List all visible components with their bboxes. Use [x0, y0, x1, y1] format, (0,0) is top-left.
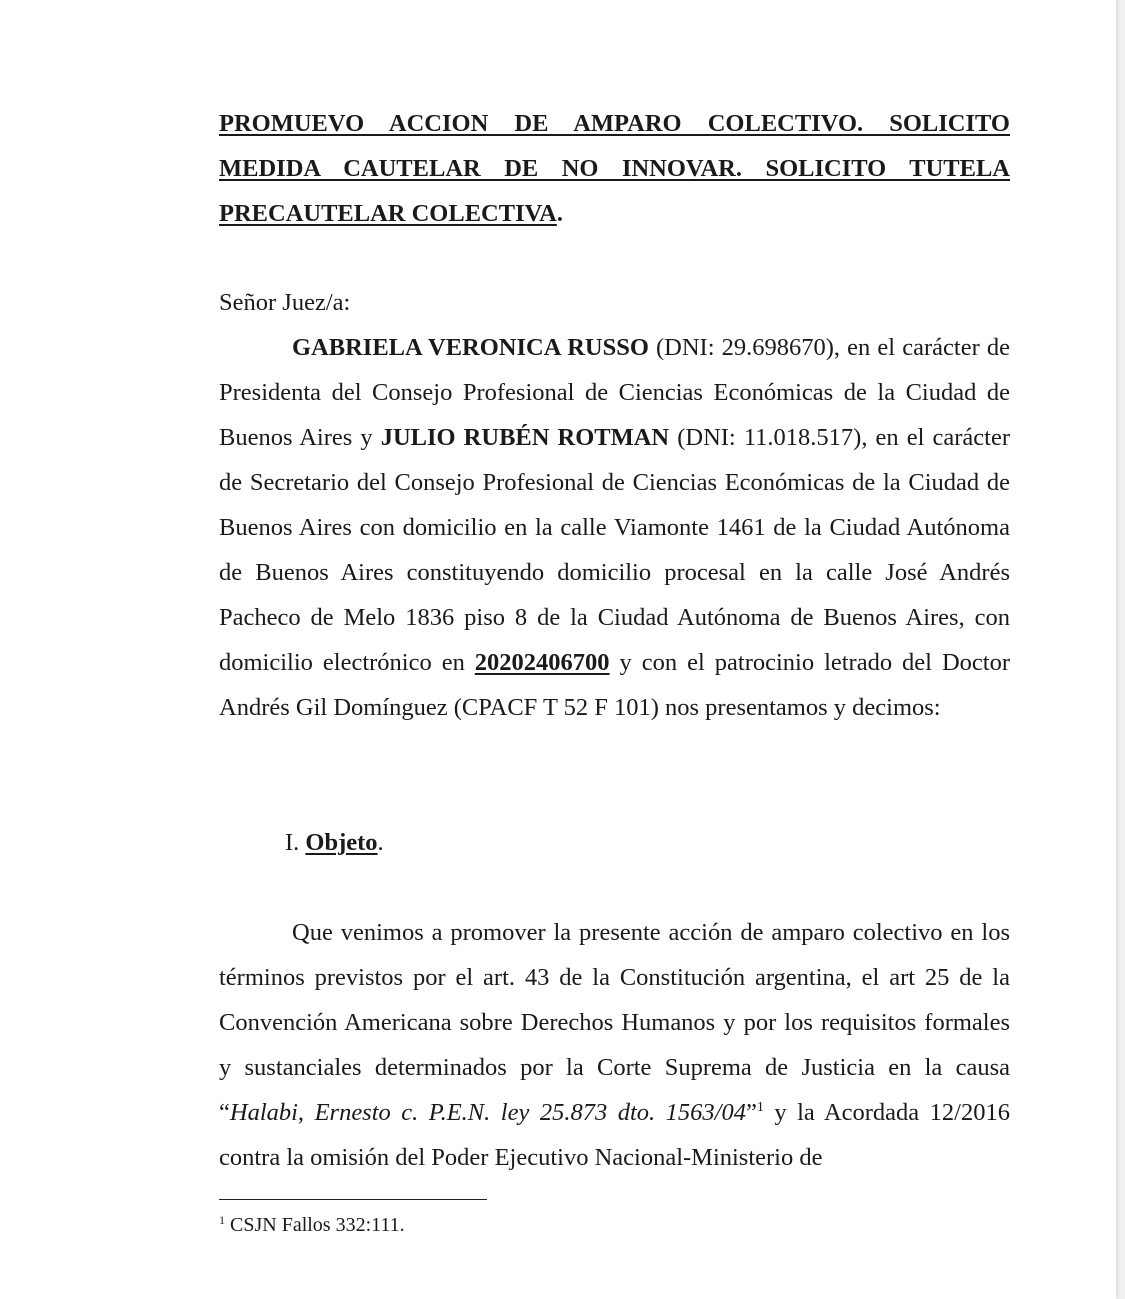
document-title-text: PROMUEVO ACCION DE AMPARO COLECTIVO. SOLICITO MEDIDA CAUTELAR DE NO INNOVAR. SOLICITO TUTELA PRECAUTELAR COLECTIVA	[219, 110, 1010, 227]
body-text-2: y la Acordada 12/2016 contra la omisión del Poder Ejecutivo Nacional-Ministerio de	[219, 1099, 1010, 1171]
section-heading	[285, 820, 384, 865]
intro-paragraph	[219, 325, 1010, 730]
footnote-text: CSJN Fallos 332:111.	[225, 1214, 405, 1236]
intro-text-3: y con el patrocinio letrado del Doctor Andrés Gil Domínguez (CPACF T 52 F 101) nos presentamos y decimos:	[219, 649, 1011, 721]
footnote-number: 1	[219, 1213, 225, 1227]
document-title	[219, 101, 1010, 236]
intro-text-1: (DNI: 29.698670), en el carácter de Presidenta del Consejo Profesional de Ciencias Económicas de la Ciudad de Buenos Aires y	[219, 334, 1010, 451]
body-text-1: Que venimos a promover la presente acción de amparo colectivo en los términos previstos por el art. 43 de la Constitución argentina, el art 25 de la Convención Americana sobre Derechos Humanos y por los requisitos formales y sustanciales determinados por la Corte Suprema de Justicia en la causa “	[219, 919, 1010, 1126]
greeting: Señor Juez/a:	[219, 289, 351, 316]
document-title-period: .	[556, 200, 563, 227]
electronic-domicile: 20202406700	[474, 649, 610, 676]
footnote-separator	[219, 1199, 487, 1200]
section-title: Objeto	[305, 829, 378, 856]
quote-close: ”	[745, 1099, 757, 1126]
case-name: Halabi, Ernesto c. P.E.N. ley 25.873 dto. 1563/04	[229, 1099, 746, 1126]
footnote	[219, 1210, 405, 1240]
footnote-reference: 1	[756, 1100, 764, 1115]
intro-text-2: (DNI: 11.018.517), en el carácter de Secretario del Consejo Profesional de Ciencias Económicas de la Ciudad de Buenos Aires con domicilio en la calle Viamonte 1461 de la Ciudad Autónoma de Buenos Aires constituyendo domicilio procesal en la calle José Andrés Pacheco de Melo 1836 piso 8 de la Ciudad Autónoma de Buenos Aires, con domicilio electrónico en	[219, 424, 1010, 676]
section-period: .	[377, 829, 384, 856]
petitioner-name-2: JULIO RUBÉN ROTMAN	[380, 424, 670, 451]
section-number: I.	[285, 829, 306, 856]
body-paragraph	[219, 910, 1010, 1180]
petitioner-name-1: GABRIELA VERONICA RUSSO	[292, 334, 649, 361]
